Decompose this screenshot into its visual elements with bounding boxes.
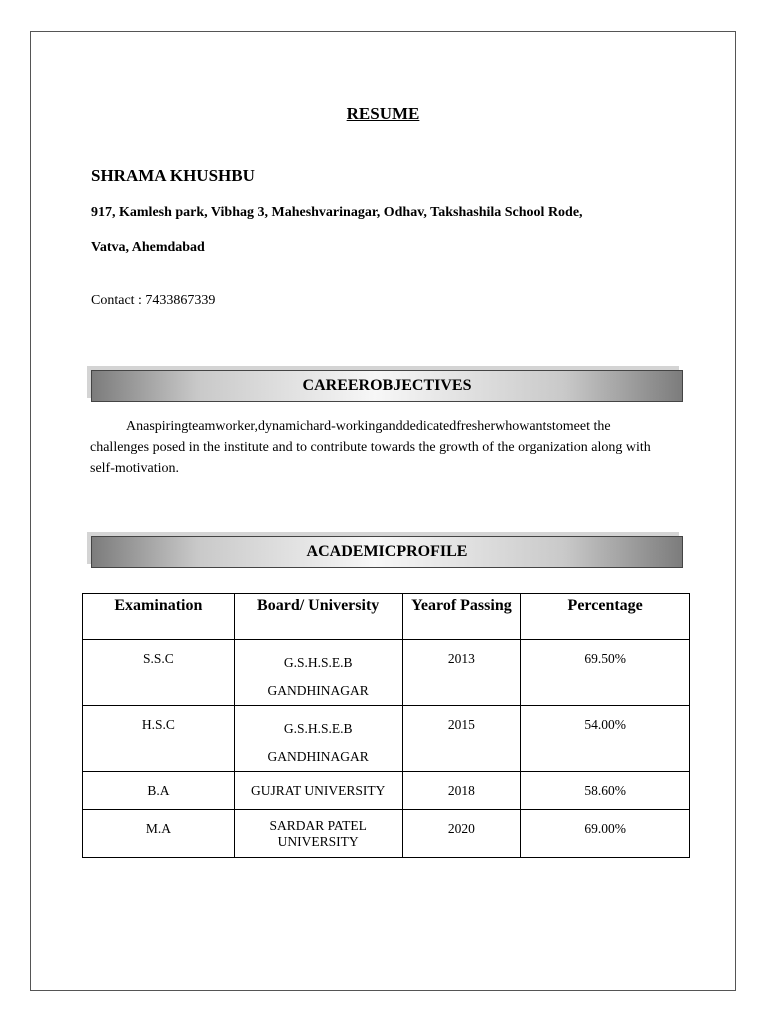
column-header-year: Yearof Passing	[402, 594, 521, 640]
exam-cell: M.A	[83, 810, 235, 858]
board-cell: G.S.H.S.E.B GANDHINAGAR	[234, 706, 402, 772]
year-cell: 2020	[402, 810, 521, 858]
board-cell: G.S.H.S.E.B GANDHINAGAR	[234, 640, 402, 706]
percentage-cell: 69.00%	[521, 810, 690, 858]
resume-title: RESUME	[346, 104, 420, 123]
academic-profile-heading: ACADEMICPROFILE	[91, 536, 683, 568]
column-header-examination: Examination	[83, 594, 235, 640]
board-cell: GUJRAT UNIVERSITY	[234, 772, 402, 810]
career-objectives-heading: CAREEROBJECTIVES	[91, 370, 683, 402]
table-row	[83, 810, 690, 858]
academic-profile-band	[87, 532, 683, 568]
contact-info: Contact : 7433867339	[91, 293, 216, 308]
table-row	[83, 772, 690, 810]
address-line-1: 917, Kamlesh park, Vibhag 3, Maheshvarinagar, Odhav, Takshashila School Rode,	[91, 205, 583, 220]
percentage-cell: 69.50%	[521, 640, 690, 706]
academic-table	[82, 593, 690, 858]
percentage-cell: 58.60%	[521, 772, 690, 810]
exam-cell: B.A	[83, 772, 235, 810]
column-header-percentage: Percentage	[521, 594, 690, 640]
year-cell: 2018	[402, 772, 521, 810]
candidate-name: SHRAMA KHUSHBU	[91, 166, 255, 185]
table-header-row	[83, 594, 690, 640]
resume-page	[30, 31, 736, 991]
exam-cell: S.S.C	[83, 640, 235, 706]
address-line-2: Vatva, Ahemdabad	[91, 240, 205, 255]
percentage-cell: 54.00%	[521, 706, 690, 772]
objective-body: Anaspiringteamworker,dynamichard-workinganddedicatedfresherwhowantstomeet the challenges posed in the institute and to contribute towards the growth of the organization along with self-motivation.	[90, 419, 651, 476]
year-cell: 2013	[402, 640, 521, 706]
year-cell: 2015	[402, 706, 521, 772]
career-objectives-band	[87, 366, 683, 402]
column-header-board: Board/ University	[234, 594, 402, 640]
career-objectives-text	[90, 416, 670, 479]
exam-cell: H.S.C	[83, 706, 235, 772]
table-row	[83, 706, 690, 772]
board-cell: SARDAR PATEL UNIVERSITY	[234, 810, 402, 858]
table-row	[83, 640, 690, 706]
